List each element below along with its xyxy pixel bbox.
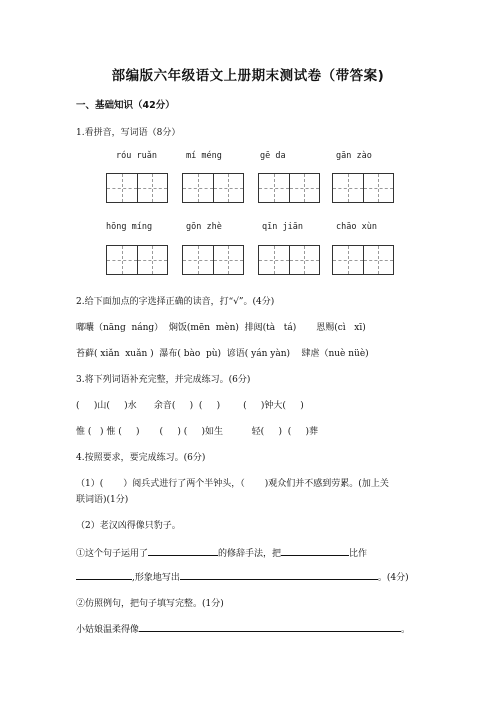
writing-grid-4[interactable] bbox=[332, 173, 394, 203]
blank-description[interactable] bbox=[180, 570, 378, 580]
blank-compared-object[interactable] bbox=[76, 570, 132, 580]
pinyin-6: gōn zhè bbox=[186, 222, 222, 232]
rhetoric-text-a: ①这个句子运用了 bbox=[76, 549, 149, 559]
writing-grid-2[interactable] bbox=[182, 173, 244, 203]
question-3-line-2: 惟 ( ) 惟 ( ) ( ) ( )如生 轻( ) ( )葬 bbox=[76, 427, 319, 437]
pinyin-2: mí méng bbox=[186, 151, 222, 161]
writing-grid-3[interactable] bbox=[258, 173, 320, 203]
writing-grid-7[interactable] bbox=[258, 245, 320, 275]
rhetoric-text-e: 。(4分) bbox=[377, 573, 409, 583]
writing-grid-8[interactable] bbox=[332, 245, 394, 275]
rhetoric-text-b: 的修辞手法，把 bbox=[218, 549, 282, 559]
page-title: 部编版六年级语文上册期末测试卷（带答案) bbox=[111, 68, 385, 84]
imitation-text: 小姑娘温柔得像 bbox=[76, 625, 140, 635]
question-4-sub-2: ②仿照例句，把句子填写完整。(1分) bbox=[76, 599, 224, 609]
writing-grid-1[interactable] bbox=[106, 173, 168, 203]
rhetoric-text-c: 比作 bbox=[349, 549, 368, 559]
blank-imitation[interactable] bbox=[139, 622, 401, 632]
question-2-prompt: 2.给下面加点的字选择正确的读音，打“√”。(4分) bbox=[76, 297, 275, 307]
question-2-line-1: 嘟囔（nāng náng） 焖饭(mēn mèn) 排闼(tà tá) 恩赐(cì xī) bbox=[76, 323, 366, 333]
rhetoric-sentence-line-1 bbox=[76, 546, 367, 559]
pinyin-8: chāo xùn bbox=[336, 222, 377, 232]
pinyin-7: qīn jiān bbox=[262, 222, 303, 232]
question-1-prompt: 1.看拼音，写词语（8分） bbox=[76, 128, 181, 138]
question-3-prompt: 3.将下列词语补充完整，并完成练习。(6分) bbox=[76, 375, 251, 385]
question-4-prompt: 4.按照要求，要完成练习。(6分) bbox=[76, 453, 206, 463]
writing-grid-5[interactable] bbox=[106, 245, 168, 275]
question-2-line-2: 苔藓( xiǎn xuǎn ) 瀑布( bào pù) 谚语( yán yàn) 肆虐（nuè nüè) bbox=[76, 349, 369, 359]
rhetoric-sentence-line-2 bbox=[76, 570, 409, 583]
question-4-item-2: （2）老汉凶得像只豹子。 bbox=[76, 521, 181, 531]
imitation-end: 。 bbox=[401, 625, 411, 635]
pinyin-1: róu ruǎn bbox=[116, 151, 157, 161]
question-4-item-1-line-1: （1）( ）阅兵式进行了两个半钟头，（ )观众们并不感到劳累。(加上关 bbox=[76, 479, 389, 489]
question-4-item-1-line-2: 联词语)(1分) bbox=[76, 495, 129, 505]
blank-rhetoric-device[interactable] bbox=[148, 546, 218, 556]
writing-grid-6[interactable] bbox=[182, 245, 244, 275]
pinyin-4: gān zào bbox=[336, 151, 372, 161]
section-heading-basics: 一、基础知识（42分） bbox=[76, 100, 175, 111]
imitation-sentence bbox=[76, 622, 410, 635]
pinyin-5: hōng míng bbox=[106, 222, 153, 232]
blank-compared-subject[interactable] bbox=[281, 546, 349, 556]
rhetoric-text-d: ,形象地写出 bbox=[132, 573, 180, 583]
question-3-line-1: ( )山( )水 余音( ) ( ) ( )钟大( ) bbox=[76, 401, 304, 411]
pinyin-3: gē da bbox=[260, 151, 286, 161]
